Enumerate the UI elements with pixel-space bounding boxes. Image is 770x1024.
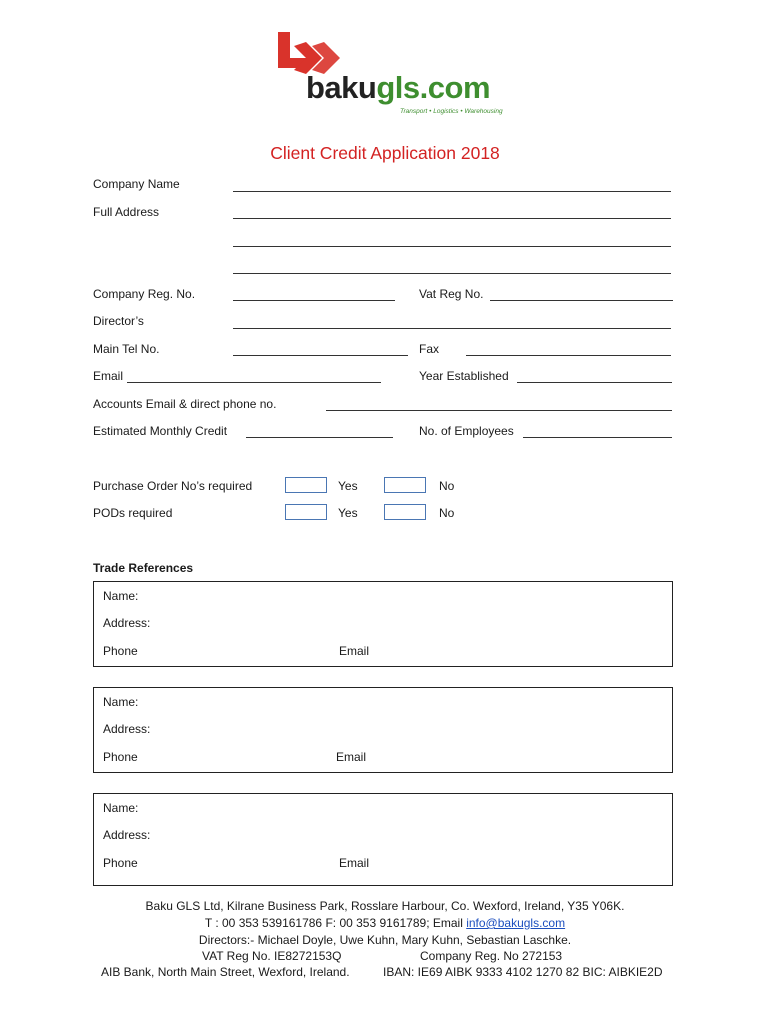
email-field[interactable]: [127, 382, 381, 383]
logo-brand-suffix: gls.com: [376, 70, 491, 105]
monthly-credit-label: Estimated Monthly Credit: [93, 424, 228, 438]
logo-brand-prefix: baku: [306, 70, 377, 105]
ref2-phone-label: Phone: [103, 750, 138, 764]
vat-reg-label: Vat Reg No.: [419, 287, 484, 301]
footer-company-reg: Company Reg. No 272153: [420, 949, 563, 963]
footer-phone-fax: T : 00 353 539161786 F: 00 353 9161789; Email: [204, 916, 467, 930]
bakugls-logo: [270, 28, 510, 120]
accounts-email-label: Accounts Email & direct phone no.: [93, 397, 277, 411]
ref1-address-label: Address:: [103, 616, 151, 630]
ref2-address-label: Address:: [103, 722, 151, 736]
logo-wordmark: [306, 70, 490, 106]
trade-reference-1: [93, 581, 673, 667]
footer-vat-reg: VAT Reg No. IE8272153Q: [202, 949, 342, 963]
fax-field[interactable]: [466, 355, 671, 356]
page-title: Client Credit Application 2018: [270, 143, 500, 163]
footer-address: Baku GLS Ltd, Kilrane Business Park, Rosslare Harbour, Co. Wexford, Ireland, Y35 Y06K.: [145, 899, 625, 913]
ref2-name-label: Name:: [103, 695, 139, 709]
pods-label: PODs required: [93, 506, 173, 520]
address-line-1-field[interactable]: [233, 218, 671, 219]
purchase-order-no-checkbox[interactable]: [384, 477, 426, 493]
address-line-2-field[interactable]: [233, 246, 671, 247]
purchase-order-label: Purchase Order No’s required: [93, 479, 253, 493]
company-name-field[interactable]: [233, 191, 671, 192]
directors-label: Director’s: [93, 314, 144, 328]
address-line-3-field[interactable]: [233, 273, 671, 274]
ref1-email-label: Email: [339, 644, 370, 658]
purchase-order-yes-label: Yes: [338, 479, 358, 493]
ref3-address-label: Address:: [103, 828, 151, 842]
ref3-name-label: Name:: [103, 801, 139, 815]
ref1-name-label: Name:: [103, 589, 139, 603]
footer-email-link[interactable]: info@bakugls.com: [466, 916, 566, 930]
email-label: Email: [93, 369, 124, 383]
accounts-email-field[interactable]: [326, 410, 672, 411]
footer-contact: [0, 916, 770, 930]
purchase-order-no-label: No: [439, 479, 455, 493]
main-tel-field[interactable]: [233, 355, 408, 356]
logo-tagline: Transport • Logistics • Warehousing: [400, 108, 503, 115]
trade-reference-2: [93, 687, 673, 773]
purchase-order-yes-checkbox[interactable]: [285, 477, 327, 493]
trade-references-heading: Trade References: [93, 561, 194, 575]
pods-no-checkbox[interactable]: [384, 504, 426, 520]
pods-yes-label: Yes: [338, 506, 358, 520]
fax-label: Fax: [419, 342, 440, 356]
company-reg-field[interactable]: [233, 300, 395, 301]
vat-reg-field[interactable]: [490, 300, 673, 301]
footer-bank: AIB Bank, North Main Street, Wexford, Ireland.: [101, 965, 350, 979]
company-name-label: Company Name: [93, 177, 180, 191]
employees-label: No. of Employees: [419, 424, 514, 438]
pods-yes-checkbox[interactable]: [285, 504, 327, 520]
footer-iban: IBAN: IE69 AIBK 9333 4102 1270 82 BIC: AIBKIE2D: [383, 965, 663, 979]
ref2-email-label: Email: [336, 750, 367, 764]
year-established-label: Year Established: [419, 369, 509, 383]
monthly-credit-field[interactable]: [246, 437, 393, 438]
ref1-phone-label: Phone: [103, 644, 138, 658]
pods-no-label: No: [439, 506, 455, 520]
full-address-label: Full Address: [93, 205, 160, 219]
employees-field[interactable]: [523, 437, 672, 438]
ref3-email-label: Email: [339, 856, 370, 870]
footer-directors: Directors:- Michael Doyle, Uwe Kuhn, Mary Kuhn, Sebastian Laschke.: [198, 933, 572, 947]
ref3-phone-label: Phone: [103, 856, 138, 870]
year-established-field[interactable]: [517, 382, 672, 383]
trade-reference-3: [93, 793, 673, 886]
directors-field[interactable]: [233, 328, 671, 329]
main-tel-label: Main Tel No.: [93, 342, 160, 356]
company-reg-label: Company Reg. No.: [93, 287, 196, 301]
